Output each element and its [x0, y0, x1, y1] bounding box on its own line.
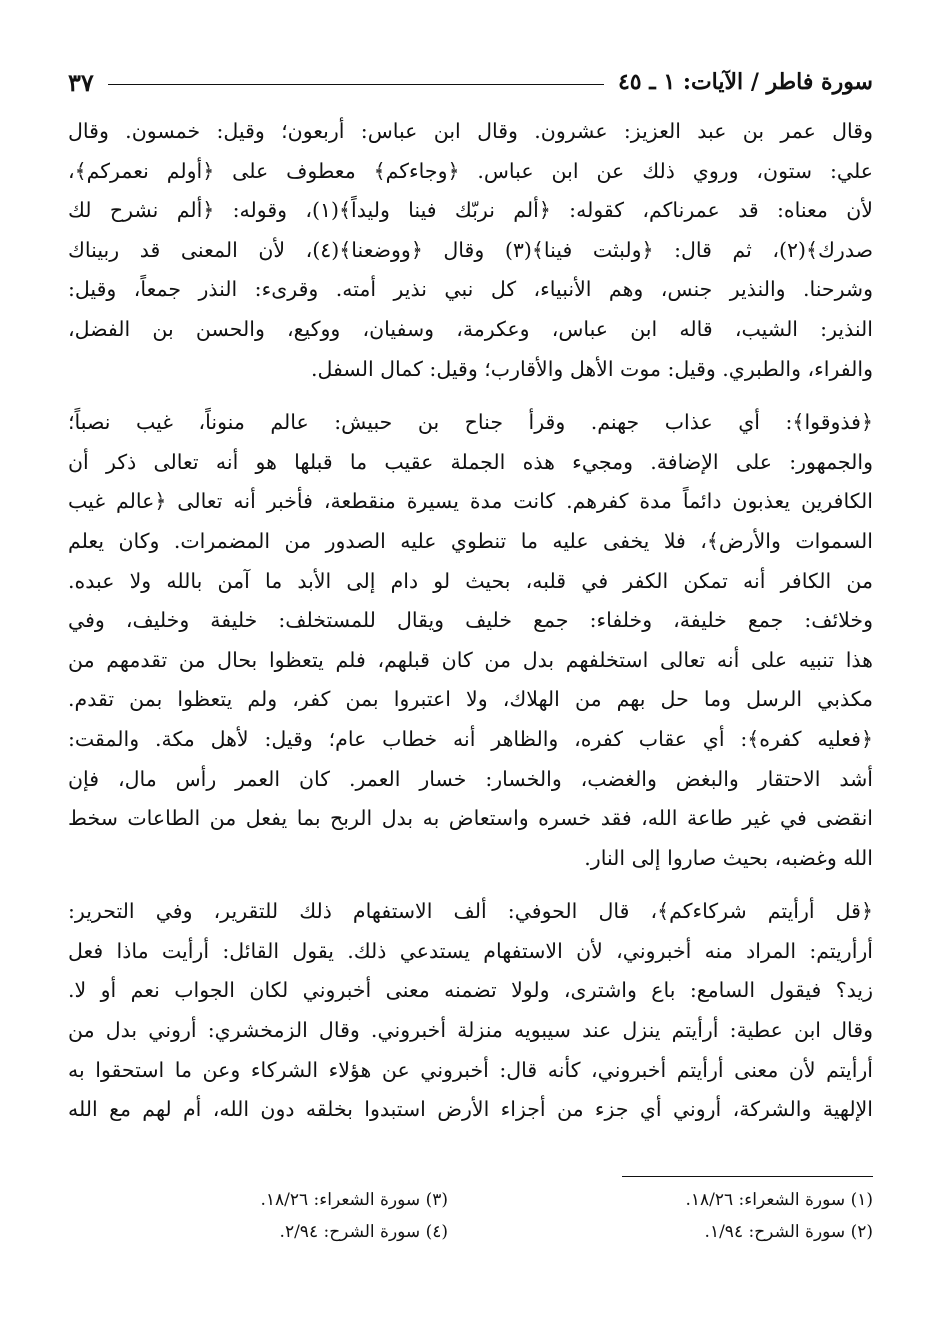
text-line: الكافرين يعذبون دائماً مدة كفرهم. كانت مدة يسيرة منقطعة، فأخبر أنه تعالى ﴿عالم غيب: [68, 489, 873, 514]
paragraph-3: [68, 892, 873, 1130]
text-line: والفراء، والطبري. وقيل: موت الأهل والأقارب؛ وقيل: كمال السفل.: [311, 356, 873, 381]
text-line: لأن معناه: قد عمرناكم، كقوله: ﴿ألم نربّك فينا وليداً﴾(١)، وقوله: ﴿ألم نشرح لك: [68, 198, 873, 223]
text-line: من الكافر أنه تمكن الكفر في قلبه، بحيث لو دام إلى الأبد ما آمن بالله ولا عبده.: [68, 568, 873, 593]
text-line: وشرحنا. والنذير جنس، وهم الأنبياء، كل نبي نذير أمته. وقرىء: النذر جمعاً، وقيل:: [68, 277, 873, 302]
text-line: مكذبي الرسل وما حل بهم من الهلاك، ولا اعتبروا بمن كفر، ولم يتعظوا بمن تقدم.: [68, 687, 873, 712]
text-line: وقال عمر بن عبد العزيز: عشرون. وقال ابن عباس: أربعون؛ وقيل: خمسون. وقال: [68, 119, 873, 143]
text-line: زيد؟ فيقول السامع: باع واشترى، ولولا تضمنه معنى أخبروني لكان الجواب نعم أو لا.: [68, 978, 873, 1003]
footnote-3: (٣) سورة الشعراء: ١٨/٢٦.: [260, 1190, 448, 1210]
text-line: ﴿قل أرأيتم شركاءكم﴾، قال الحوفي: ألف الاستفهام ذلك للتقرير، وفي التحرير:: [68, 899, 873, 924]
text-line: النذير: الشيب، قاله ابن عباس، وعكرمة، وسفيان، ووكيع، والحسن بن الفضل،: [68, 316, 873, 341]
text-line: هذا تنبيه على أنه تعالى استخلفهم بدل من كان قبلهم، فلم يتعظوا بحال من تقدمهم من: [68, 647, 873, 672]
text-line: الله وغضبه، بحيث صاروا إلى النار.: [584, 845, 873, 870]
header-rule: [108, 84, 604, 85]
text-line: انقضى في غير طاعة الله، فقد خسره واستعاض به بدل الربح بما يفعل من الطاعات سخط: [68, 806, 873, 831]
text-line: أرأيتم لأن معنى أرأيتم أخبروني، كأنه قال: أخبروني عن هؤلاء الشركاء وعن ما استحقوا به: [68, 1057, 873, 1082]
running-title: سورة فاطر / الآيات: ١ ـ ٤٥: [617, 69, 873, 95]
footnote-separator: [622, 1176, 873, 1177]
footnote-column-right: [493, 1184, 873, 1248]
text-line: والجمهور: على الإضافة. ومجيء هذه الجملة عقيب ما قبلها هو أنه تعالى ذكر أن: [68, 449, 873, 474]
text-line: السموات والأرض﴾، فلا يخفى عليه ما تنطوي عليه الصدور من المضمرات. وكان يعلم: [68, 528, 873, 553]
text-line: وخلائف: جمع خليفة، وخلفاء: جمع خليف ويقال للمستخلف: خليفة وخليف، وفي: [68, 608, 873, 633]
footnote-column-left: [68, 1184, 448, 1248]
footnote-1: (١) سورة الشعراء: ١٨/٢٦.: [685, 1190, 873, 1210]
text-line: الإلهية والشركة، أروني أي جزء من أجزاء الأرض استبدوا بخلقه دون الله، أم لهم مع الله: [68, 1097, 873, 1122]
paragraph-1: [68, 112, 873, 389]
text-line: ﴿فذوقوا﴾: أي عذاب جهنم. وقرأ جناح بن حبيش: عالم منوناً، غيب نصباً؛: [68, 410, 873, 435]
page-number: ٣٧: [68, 67, 94, 97]
text-line: صدرك﴾(٢)، ثم قال: ﴿ولبثت فينا﴾(٣) وقال ﴿ووضعنا﴾(٤)، لأن المعنى قد ربيناك: [68, 237, 873, 262]
footnote-2: (٢) سورة الشرح: ١/٩٤.: [704, 1222, 873, 1242]
text-line: أشد الاحتقار والبغض والغضب، والخسار: خسار العمر. كان العمر رأس مال، فإن: [68, 766, 873, 791]
text-line: ﴿فعليه كفره﴾: أي عقاب كفره، والظاهر أنه خطاب عام؛ وقيل: لأهل مكة. والمقت:: [68, 726, 873, 751]
text-line: أرأريتم: المراد منه أخبروني، لأن الاستفهام يستدعي ذلك. يقول القائل: أرأيت ماذا فعل: [68, 938, 873, 963]
text-line: وقال ابن عطية: أرأيتم ينزل عند سيبويه منزلة أخبروني. وقال الزمخشري: أروني بدل من: [68, 1018, 873, 1043]
text-line: علي: ستون، وروي ذلك عن ابن عباس. ﴿وجاءكم﴾ معطوف على ﴿أولم نعمركم﴾،: [68, 158, 873, 183]
page-body: [68, 112, 873, 1130]
page-header: [68, 62, 873, 102]
paragraph-2: [68, 403, 873, 878]
footnotes: [68, 1184, 873, 1248]
footnote-4: (٤) سورة الشرح: ٢/٩٤.: [279, 1222, 448, 1242]
